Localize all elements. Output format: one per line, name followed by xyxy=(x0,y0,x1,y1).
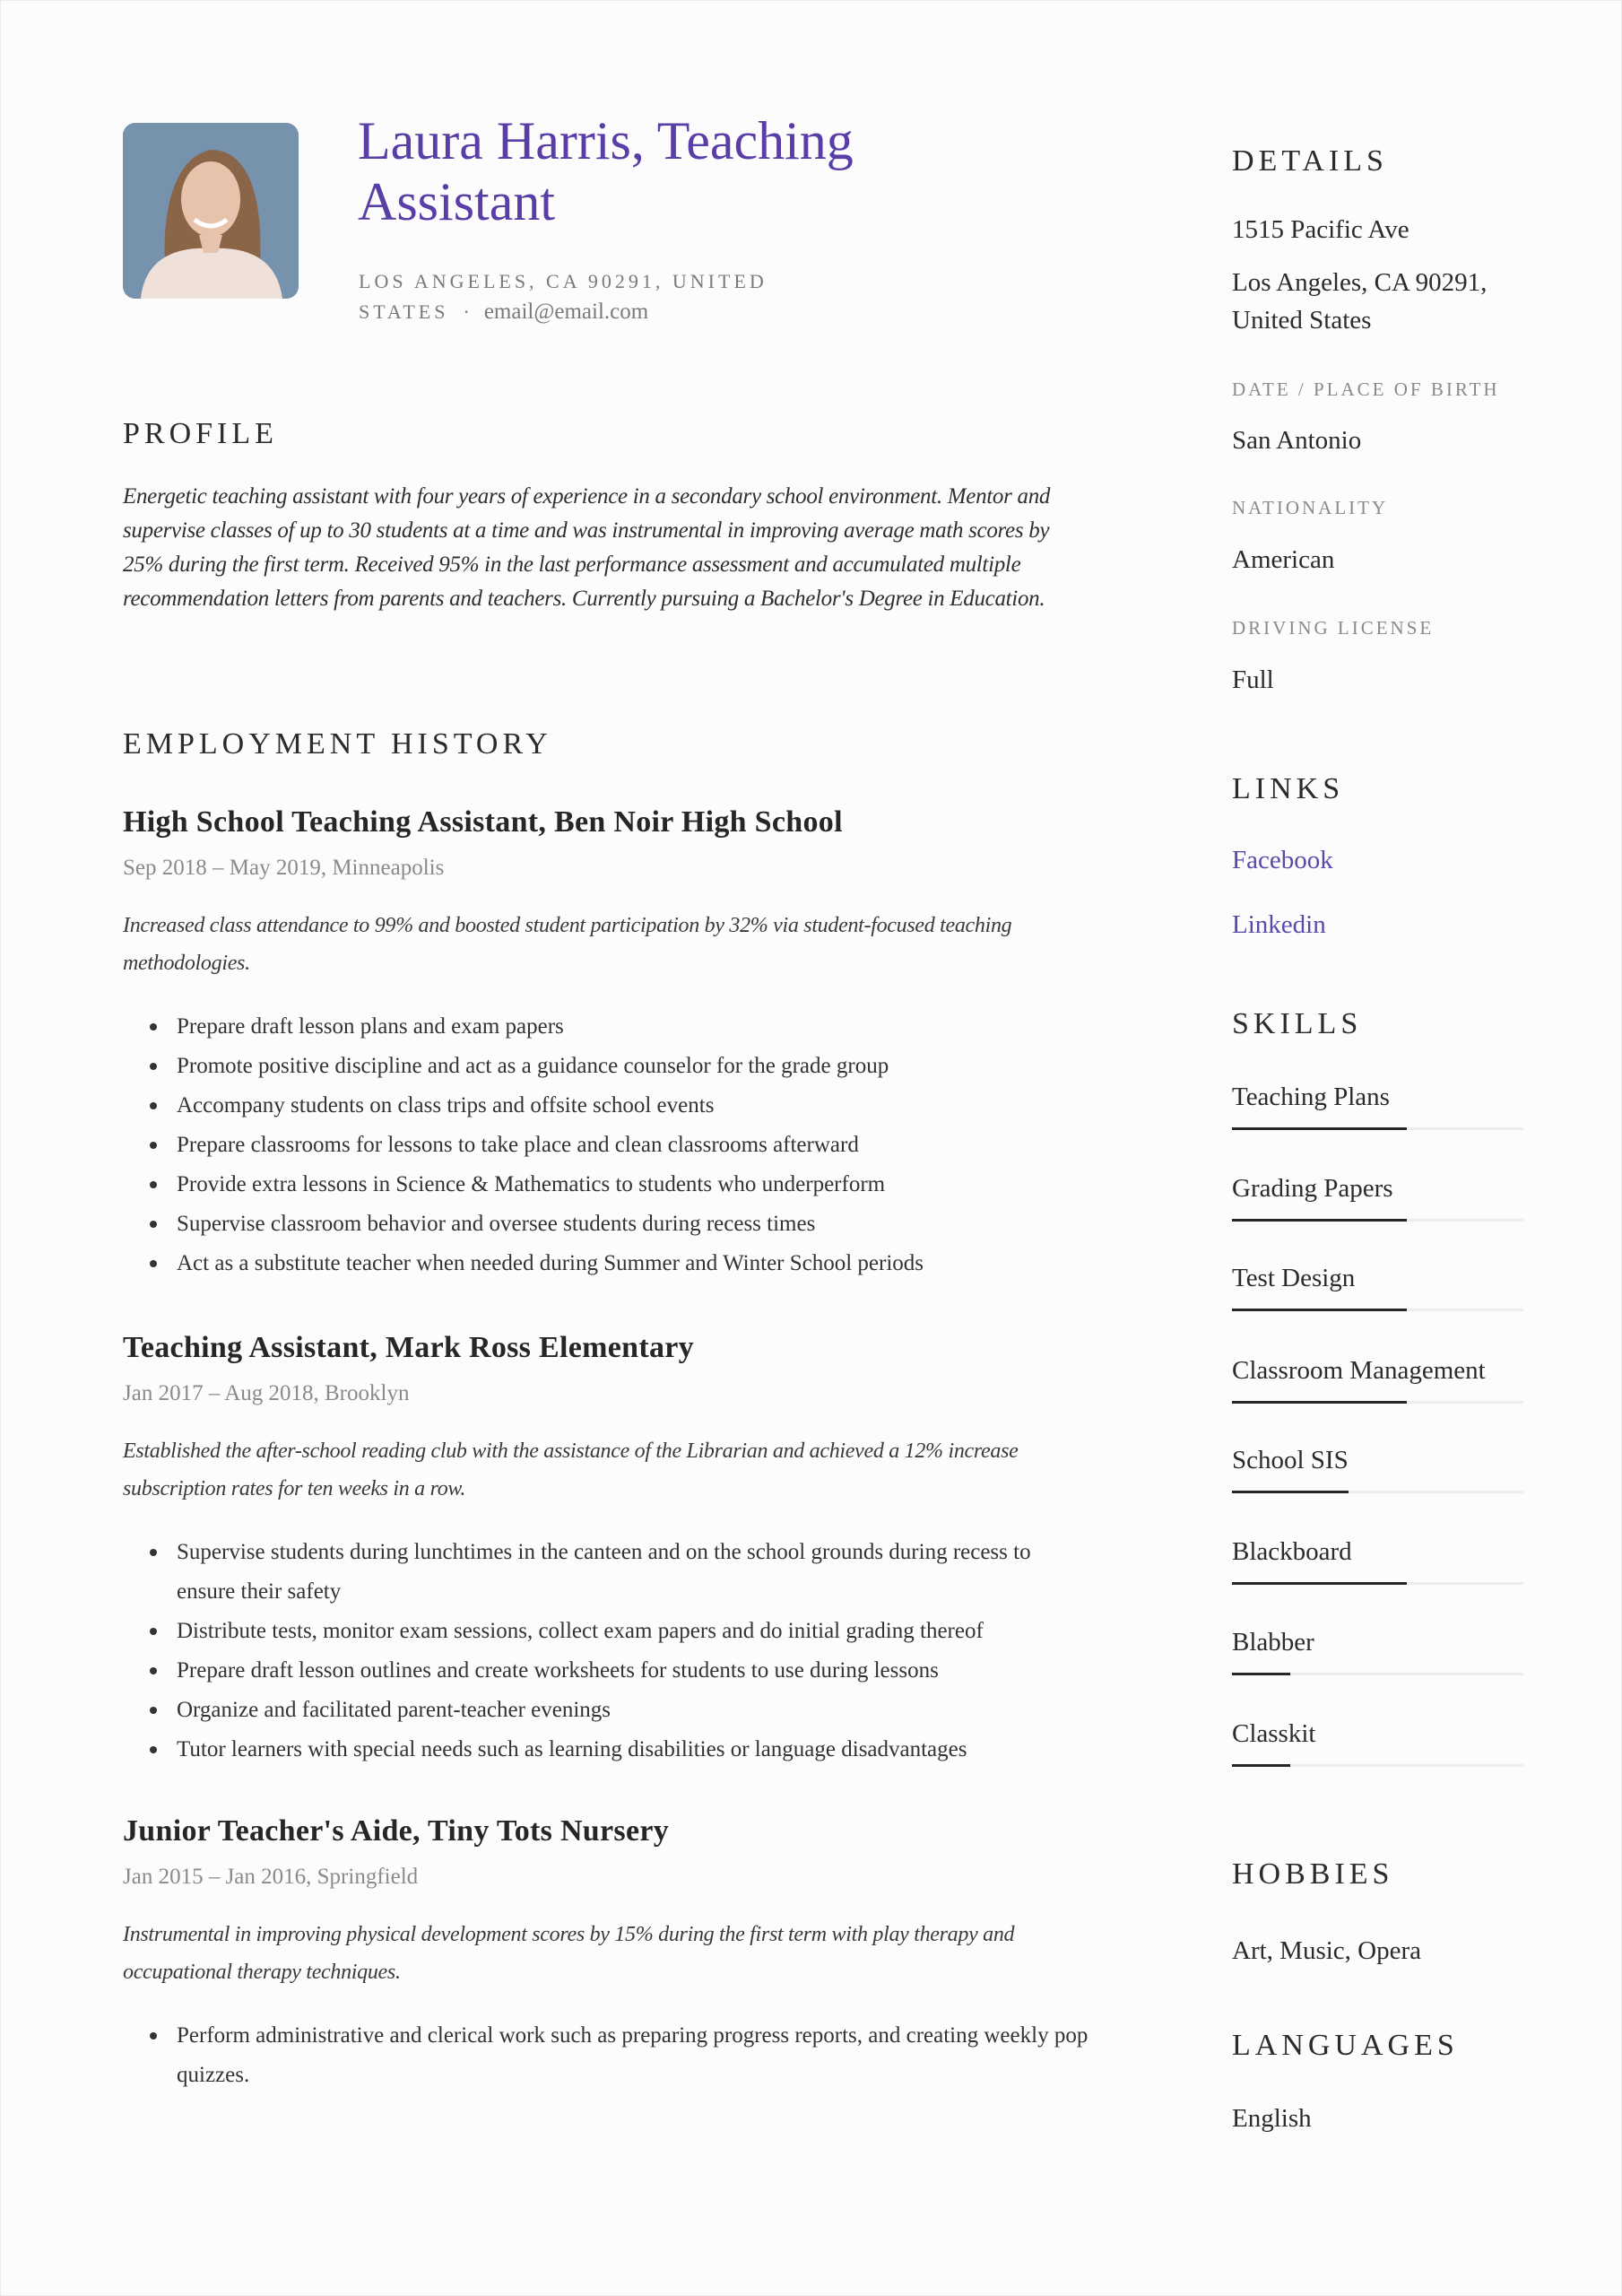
skill-name: Classkit xyxy=(1232,1719,1316,1748)
name-line-2: Assistant xyxy=(358,172,556,231)
job-bullet-list xyxy=(123,2016,1091,2095)
skill-name: Teaching Plans xyxy=(1232,1083,1390,1111)
license-value: Full xyxy=(1232,665,1274,694)
list-item: Organize and facilitated parent-teacher evenings xyxy=(123,1691,1091,1730)
job-title: Teaching Assistant, Mark Ross Elementary xyxy=(123,1331,694,1364)
list-item: Provide extra lessons in Science & Mathematics to students who underperform xyxy=(123,1165,1091,1205)
list-item: Supervise classroom behavior and oversee students during recess times xyxy=(123,1205,1091,1244)
skill-level-fill xyxy=(1232,1309,1407,1311)
license-label: DRIVING LICENSE xyxy=(1232,617,1435,639)
job-title: High School Teaching Assistant, Ben Noir High School xyxy=(123,805,843,839)
nationality-label: NATIONALITY xyxy=(1232,497,1389,518)
job-entry xyxy=(123,803,1091,1283)
linkedin-link[interactable]: Linkedin xyxy=(1232,910,1326,939)
skill-level-bar xyxy=(1232,1219,1523,1222)
employment-heading: EMPLOYMENT HISTORY xyxy=(123,727,552,761)
email-link[interactable]: email@email.com xyxy=(483,300,649,324)
details-address-line-2: Los Angeles, CA 90291, xyxy=(1232,268,1488,297)
skill-level-bar xyxy=(1232,1491,1523,1493)
list-item: Distribute tests, monitor exam sessions, collect exam papers and do initial grading thereof xyxy=(123,1612,1091,1651)
facebook-link[interactable]: Facebook xyxy=(1232,846,1333,874)
skill-name: Test Design xyxy=(1232,1264,1356,1292)
separator-dot: · xyxy=(463,300,470,323)
job-description: Instrumental in improving physical development scores by 15% during the first term with play therapy and occupational therapy techniques. xyxy=(123,1923,1015,1984)
skill-level-bar xyxy=(1232,1401,1523,1404)
skill-level-fill xyxy=(1232,1491,1349,1493)
page-title xyxy=(358,110,985,232)
skill-level-fill xyxy=(1232,1401,1407,1404)
list-item: Accompany students on class trips and offsite school events xyxy=(123,1086,1091,1126)
profile-photo xyxy=(123,123,299,299)
languages-heading: LANGUAGES xyxy=(1232,2029,1459,2062)
skill-name: Blabber xyxy=(1232,1628,1314,1657)
skill-item xyxy=(1232,1170,1523,1222)
skill-level-bar xyxy=(1232,1127,1523,1130)
skill-level-bar xyxy=(1232,1309,1523,1311)
list-item: Prepare classrooms for lessons to take place and clean classrooms afterward xyxy=(123,1126,1091,1165)
details-address-line-3: United States xyxy=(1232,306,1372,335)
skill-item xyxy=(1232,1442,1523,1493)
list-item: Act as a substitute teacher when needed during Summer and Winter School periods xyxy=(123,1244,1091,1283)
skill-name: School SIS xyxy=(1232,1446,1349,1474)
list-item: Prepare draft lesson outlines and create worksheets for students to use during lessons xyxy=(123,1651,1091,1691)
contact-info xyxy=(359,266,825,327)
skill-level-bar xyxy=(1232,1764,1523,1767)
skill-item xyxy=(1232,1079,1523,1130)
job-description: Increased class attendance to 99% and boosted student participation by 32% via student-focused teaching methodologies. xyxy=(123,914,1012,975)
skill-name: Grading Papers xyxy=(1232,1174,1393,1203)
job-title: Junior Teacher's Aide, Tiny Tots Nursery xyxy=(123,1814,670,1848)
job-entry xyxy=(123,1328,1091,1770)
birth-label: DATE / PLACE OF BIRTH xyxy=(1232,378,1500,400)
links-heading: LINKS xyxy=(1232,772,1345,805)
skill-item xyxy=(1232,1352,1523,1404)
hobbies-heading: HOBBIES xyxy=(1232,1857,1394,1891)
hobbies-value: Art, Music, Opera xyxy=(1232,1936,1422,1965)
skill-item xyxy=(1232,1534,1523,1585)
job-dates-location: Jan 2015 – Jan 2016, Springfield xyxy=(123,1865,419,1889)
list-item: Supervise students during lunchtimes in the canteen and on the school grounds during recess to ensure their safety xyxy=(123,1533,1091,1612)
list-item: Promote positive discipline and act as a guidance counselor for the grade group xyxy=(123,1047,1091,1086)
list-item: Perform administrative and clerical work such as preparing progress reports, and creating weekly pop quizzes. xyxy=(123,2016,1091,2095)
language-item: English xyxy=(1232,2104,1312,2133)
skill-name: Blackboard xyxy=(1232,1537,1352,1566)
portrait-image-icon xyxy=(123,123,299,299)
profile-summary: Energetic teaching assistant with four years of experience in a secondary school environment. Mentor and supervise classes of up to 30 students at a time and was instrumental in improving average math scores by 25% during the first term. Received 95% in the last performance assessment and accumulated multiple recommendation letters from parents and teachers. Currently pursuing a Bachelor's Degree in Education. xyxy=(123,484,1051,611)
skill-level-fill xyxy=(1232,1673,1290,1675)
profile-heading: PROFILE xyxy=(123,417,278,450)
address-line-2: STATES xyxy=(359,300,449,323)
job-entry xyxy=(123,1812,1091,2095)
job-description: Established the after-school reading club with the assistance of the Librarian and achieved a 12% increase subscription rates for ten weeks in a row. xyxy=(123,1439,1019,1500)
skill-level-bar xyxy=(1232,1673,1523,1675)
details-address-line-1: 1515 Pacific Ave xyxy=(1232,215,1409,244)
skill-item xyxy=(1232,1716,1523,1767)
skill-level-fill xyxy=(1232,1582,1407,1585)
nationality-value: American xyxy=(1232,545,1335,574)
name-line-1: Laura Harris, Teaching xyxy=(358,111,854,170)
skill-item xyxy=(1232,1624,1523,1675)
address-line-1: LOS ANGELES, CA 90291, UNITED xyxy=(359,270,768,292)
skill-level-fill xyxy=(1232,1127,1407,1130)
skills-heading: SKILLS xyxy=(1232,1007,1363,1040)
job-bullet-list xyxy=(123,1007,1091,1283)
list-item: Tutor learners with special needs such as learning disabilities or language disadvantages xyxy=(123,1730,1091,1770)
job-dates-location: Sep 2018 – May 2019, Minneapolis xyxy=(123,856,445,880)
skill-level-fill xyxy=(1232,1219,1407,1222)
skill-level-fill xyxy=(1232,1764,1290,1767)
details-heading: DETAILS xyxy=(1232,144,1388,178)
birth-value: San Antonio xyxy=(1232,426,1362,455)
job-bullet-list xyxy=(123,1533,1091,1770)
list-item: Prepare draft lesson plans and exam papers xyxy=(123,1007,1091,1047)
skill-name: Classroom Management xyxy=(1232,1356,1486,1385)
skill-item xyxy=(1232,1260,1523,1311)
job-dates-location: Jan 2017 – Aug 2018, Brooklyn xyxy=(123,1381,410,1405)
skill-level-bar xyxy=(1232,1582,1523,1585)
